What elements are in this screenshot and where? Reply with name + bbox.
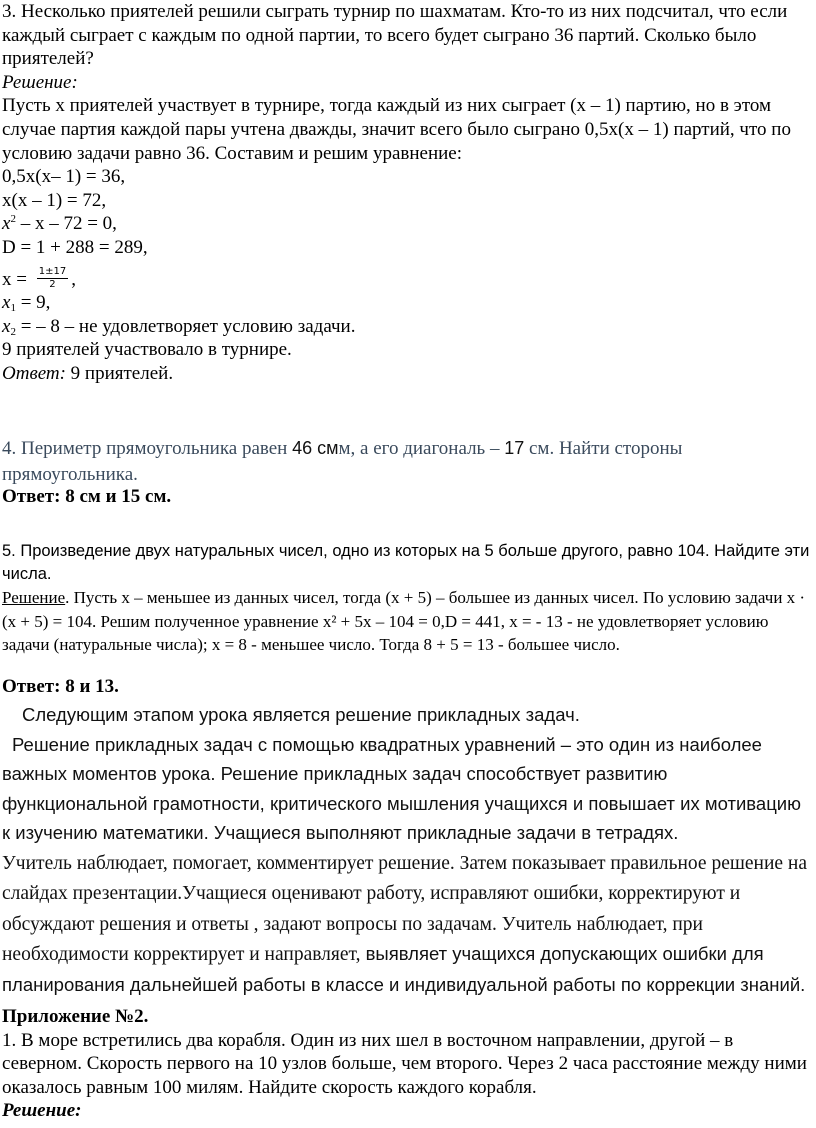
problem-3 xyxy=(2,0,812,386)
equation-discriminant: D = 1 + 288 = 289, xyxy=(2,236,148,258)
problem-5-solution: Решение. Пусть x – меньшее из данных чисел, тогда (x + 5) – большее из данных чисел. По условию задачи x · (x + 5) = 104. Решим полученное уравнение x² + 5x – 104 = 0,D = 441, x = - 13 - не удовлетворяет условию задачи (натуральные числа); x = 8 - меньшее число. Тогда 8 + 5 = 13 - большее число. xyxy=(2,588,806,654)
problem-5-solution-label: Решение xyxy=(2,588,66,607)
problem-3-solution-label: Решение: xyxy=(2,71,78,93)
problem-5-statement: 5. Произведение двух натуральных чисел, одно из которых на 5 больше другого, равно 104. Найдите эти числа. xyxy=(2,542,810,583)
problem-3-conclusion: 9 приятелей участвовало в турнире. xyxy=(2,339,292,361)
lesson-paragraph-3: Учитель наблюдает, помогает, комментирует решение. Затем показывает правильное решение на слайдах презентации.Учащиеся оценивают работу, исправляют ошибки, корректируют и обсуждают решения и ответы , задают вопросы по задачам. Учитель наблюдает, при необходимости корректирует и направляет, выявляет учащихся допускающих ошибки для планирования дальнейшей работы в классе и индивидуальной работы по коррекции знаний. xyxy=(2,852,808,995)
problem-5-answer: Ответ: 8 и 13. xyxy=(2,676,119,697)
fraction: $\frac{1\pm 17}{2}$ xyxy=(38,265,67,290)
problem-3-statement: 3. Несколько приятелей решили сыграть турнир по шахматам. Кто-то из них подсчитал, что если каждый сыграет с каждым по одной партии, то всего будет сыграно 36 партий. Сколько было приятелей? xyxy=(2,1,788,70)
lesson-text xyxy=(2,700,814,999)
appendix xyxy=(2,1005,814,1123)
lesson-paragraph-1: Следующим этапом урока является решение прикладных задач. xyxy=(22,704,580,725)
root-2: $x_2$ = – 8 – не удовлетворяет условию задачи. xyxy=(2,315,356,338)
equation-1: 0,5x(x– 1) = 36, xyxy=(2,166,126,188)
appendix-title: Приложение №2. xyxy=(2,1006,149,1027)
problem-4-answer: Ответ: 8 см и 15 см. xyxy=(2,486,172,507)
problem-3-answer: Ответ: 9 приятелей. xyxy=(2,362,174,384)
problem-4-statement: 4. Периметр прямоугольника равен 46 смм, а его диагональ – 17 см. Найти стороны прямоугольника. xyxy=(2,438,683,485)
root-1: $x_1 = 9$, xyxy=(2,292,51,315)
appendix-problem-1: 1. В море встретились два корабля. Один из них шел в восточном направлении, другой – в северном. Скорость первого на 10 узлов больше, чем второго. Через 2 часа расстояние между ними оказалось равным 100 милям. Найдите скорость каждого корабля. xyxy=(2,1029,807,1098)
lesson-paragraph-2: Решение прикладных задач с помощью квадратных уравнений – это один из наиболее важных моментов урока. Решение прикладных задач способствует развитию функциональной грамотности, критического мышления учащихся и повышает их мотивацию к изучению математики. Учащиеся выполняют прикладные задачи в тетрадях. xyxy=(2,733,802,843)
equation-3: $x^2 - x - 72 = 0$, xyxy=(2,213,117,235)
problem-3-explanation: Пусть x приятелей участвует в турнире, тогда каждый из них сыграет (x – 1) партию, но в этом случае партия каждой пары учтена дважды, значит всего было сыграно 0,5x(x – 1) партий, что по условию задачи равно 36. Составим и решим уравнение: xyxy=(2,95,791,164)
equation-2: x(x – 1) = 72, xyxy=(2,189,107,211)
appendix-solution-label: Решение: xyxy=(2,1100,82,1122)
equation-roots-formula: x = $\frac{1\pm 17}{2}$ , xyxy=(2,265,76,290)
